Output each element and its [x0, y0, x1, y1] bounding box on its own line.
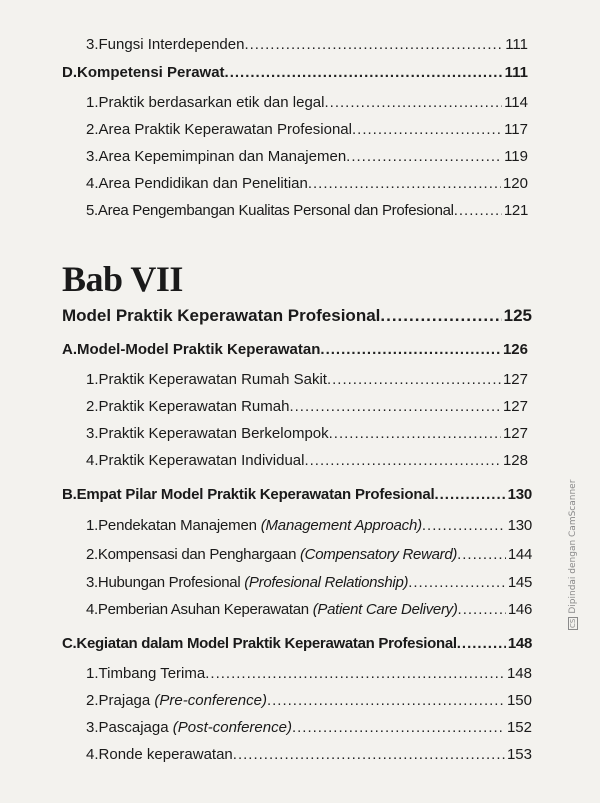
toc-entry	[86, 398, 528, 415]
section-page: 148	[507, 635, 532, 652]
dot-leader	[292, 719, 505, 736]
toc-section	[62, 486, 532, 503]
toc-entry	[86, 452, 528, 469]
entry-title: Area Kepemimpinan dan Manajemen	[98, 148, 347, 165]
toc-entry	[86, 175, 528, 192]
dot-leader	[457, 635, 506, 652]
entry-page: 111	[505, 36, 528, 53]
toc-section	[62, 64, 528, 81]
entry-number: 2.	[86, 121, 99, 138]
toc-entry	[86, 121, 528, 138]
entry-page: 150	[506, 692, 532, 709]
entry-number: 5.	[86, 202, 98, 219]
entry-title: Area Pengembangan Kualitas Personal dan Profesional	[97, 202, 454, 219]
entry-page: 152	[506, 719, 532, 736]
entry-title: Praktik Keperawatan Individual	[98, 452, 305, 469]
entry-title: Hubungan Profesional	[97, 574, 245, 591]
section-letter: D.	[62, 64, 77, 81]
entry-title: Area Pendidikan dan Penelitian	[98, 175, 308, 192]
entry-page: 145	[507, 574, 532, 591]
entry-title: Praktik Keperawatan Berkelompok	[98, 425, 329, 442]
entry-number: 1.	[86, 665, 99, 682]
entry-number: 2.	[86, 398, 99, 415]
entry-page: 148	[506, 665, 532, 682]
toc-entry	[86, 94, 528, 111]
dot-leader	[327, 371, 501, 388]
entry-number: 4.	[86, 175, 99, 192]
dot-leader	[408, 574, 506, 591]
scanner-watermark	[568, 480, 578, 630]
entry-title: Fungsi Interdependen	[98, 36, 245, 53]
entry-title-english: (Post-conference)	[172, 719, 292, 736]
entry-page: 128	[502, 452, 528, 469]
toc-entry	[86, 692, 532, 709]
entry-page: 119	[504, 148, 528, 165]
dot-leader	[308, 175, 501, 192]
dot-leader	[457, 546, 506, 563]
entry-number: 3.	[86, 425, 99, 442]
entry-number: 3.	[86, 36, 99, 53]
dot-leader	[329, 425, 501, 442]
entry-title: Ronde keperawatan	[98, 746, 233, 763]
toc-entry	[86, 36, 528, 53]
entry-page: 153	[506, 746, 532, 763]
camscanner-icon: CS	[569, 618, 577, 628]
entry-number: 1.	[86, 517, 99, 534]
entry-page: 127	[502, 425, 528, 442]
chapter-title: Model Praktik Keperawatan Profesional	[62, 306, 381, 325]
entry-title-english: (Management Approach)	[260, 517, 422, 534]
dot-leader	[304, 452, 501, 469]
entry-title: Pendekatan Manajemen	[98, 517, 261, 534]
section-letter: A.	[62, 341, 77, 358]
dot-leader	[434, 486, 505, 503]
section-title: Model-Model Praktik Keperawatan	[77, 341, 321, 358]
section-title: Empat Pilar Model Praktik Keperawatan Profesional	[76, 486, 435, 503]
dot-leader	[289, 398, 501, 415]
entry-number: 2.	[86, 692, 99, 709]
entry-title-english: (Compensatory Reward)	[299, 546, 458, 563]
entry-page: 114	[504, 94, 528, 111]
entry-number: 1.	[86, 371, 99, 388]
dot-leader	[454, 202, 502, 219]
entry-title: Prajaga	[98, 692, 155, 709]
entry-number: 4.	[86, 452, 99, 469]
entry-page: 146	[507, 601, 532, 618]
dot-leader	[324, 94, 502, 111]
toc-entry	[86, 202, 528, 219]
entry-page: 117	[504, 121, 528, 138]
section-title: Kompetensi Perawat	[77, 64, 225, 81]
dot-leader	[233, 746, 505, 763]
dot-leader	[422, 517, 506, 534]
dot-leader	[346, 148, 502, 165]
entry-number: 4.	[86, 746, 99, 763]
entry-number: 4.	[86, 601, 98, 618]
dot-leader	[458, 601, 506, 618]
entry-page: 144	[507, 546, 532, 563]
toc-entry	[86, 719, 532, 736]
entry-title-english: (Profesional Relationship)	[244, 574, 409, 591]
entry-title: Praktik berdasarkan etik dan legal	[98, 94, 325, 111]
entry-page: 130	[507, 517, 532, 534]
entry-title: Area Praktik Keperawatan Profesional	[98, 121, 352, 138]
entry-page: 127	[502, 371, 528, 388]
chapter-title-entry	[62, 306, 532, 326]
toc-section	[62, 635, 532, 652]
entry-title: Praktik Keperawatan Rumah	[98, 398, 290, 415]
entry-title-english: (Patient Care Delivery)	[312, 601, 458, 618]
entry-title: Timbang Terima	[98, 665, 206, 682]
section-letter: C.	[62, 635, 77, 652]
toc-entry	[86, 746, 532, 763]
section-page: 126	[502, 341, 528, 358]
chapter-page: 125	[503, 306, 532, 325]
entry-page: 121	[503, 202, 528, 219]
toc-entry	[86, 425, 528, 442]
entry-page: 120	[502, 175, 528, 192]
toc-entry	[86, 665, 532, 682]
dot-leader	[244, 36, 503, 53]
entry-number: 1.	[86, 94, 99, 111]
entry-title: Pemberian Asuhan Keperawatan	[97, 601, 313, 618]
toc-section	[62, 341, 528, 358]
entry-number: 3.	[86, 148, 99, 165]
section-title: Kegiatan dalam Model Praktik Keperawatan Profesional	[76, 635, 457, 652]
entry-page: 127	[502, 398, 528, 415]
toc-entry	[86, 148, 528, 165]
section-page: 111	[504, 64, 528, 81]
entry-title: Kompensasi dan Penghargaan	[97, 546, 300, 563]
toc-entry	[86, 371, 528, 388]
entry-number: 2.	[86, 546, 98, 563]
entry-title: Praktik Keperawatan Rumah Sakit	[98, 371, 327, 388]
dot-leader	[380, 306, 501, 326]
section-page: 130	[507, 486, 532, 503]
entry-title: Pascajaga	[98, 719, 173, 736]
watermark-text: Dipindai dengan CamScanner	[568, 479, 578, 614]
dot-leader	[205, 665, 505, 682]
dot-leader	[320, 341, 501, 358]
entry-number: 3.	[86, 574, 98, 591]
chapter-heading: Bab VII	[62, 259, 183, 299]
entry-title-english: (Pre-conference)	[154, 692, 267, 709]
dot-leader	[352, 121, 502, 138]
toc-entry	[86, 546, 532, 563]
dot-leader	[267, 692, 505, 709]
section-letter: B.	[62, 486, 77, 503]
dot-leader	[225, 64, 503, 81]
toc-entry	[86, 601, 532, 618]
toc-entry	[86, 517, 532, 534]
toc-entry	[86, 574, 532, 591]
entry-number: 3.	[86, 719, 99, 736]
